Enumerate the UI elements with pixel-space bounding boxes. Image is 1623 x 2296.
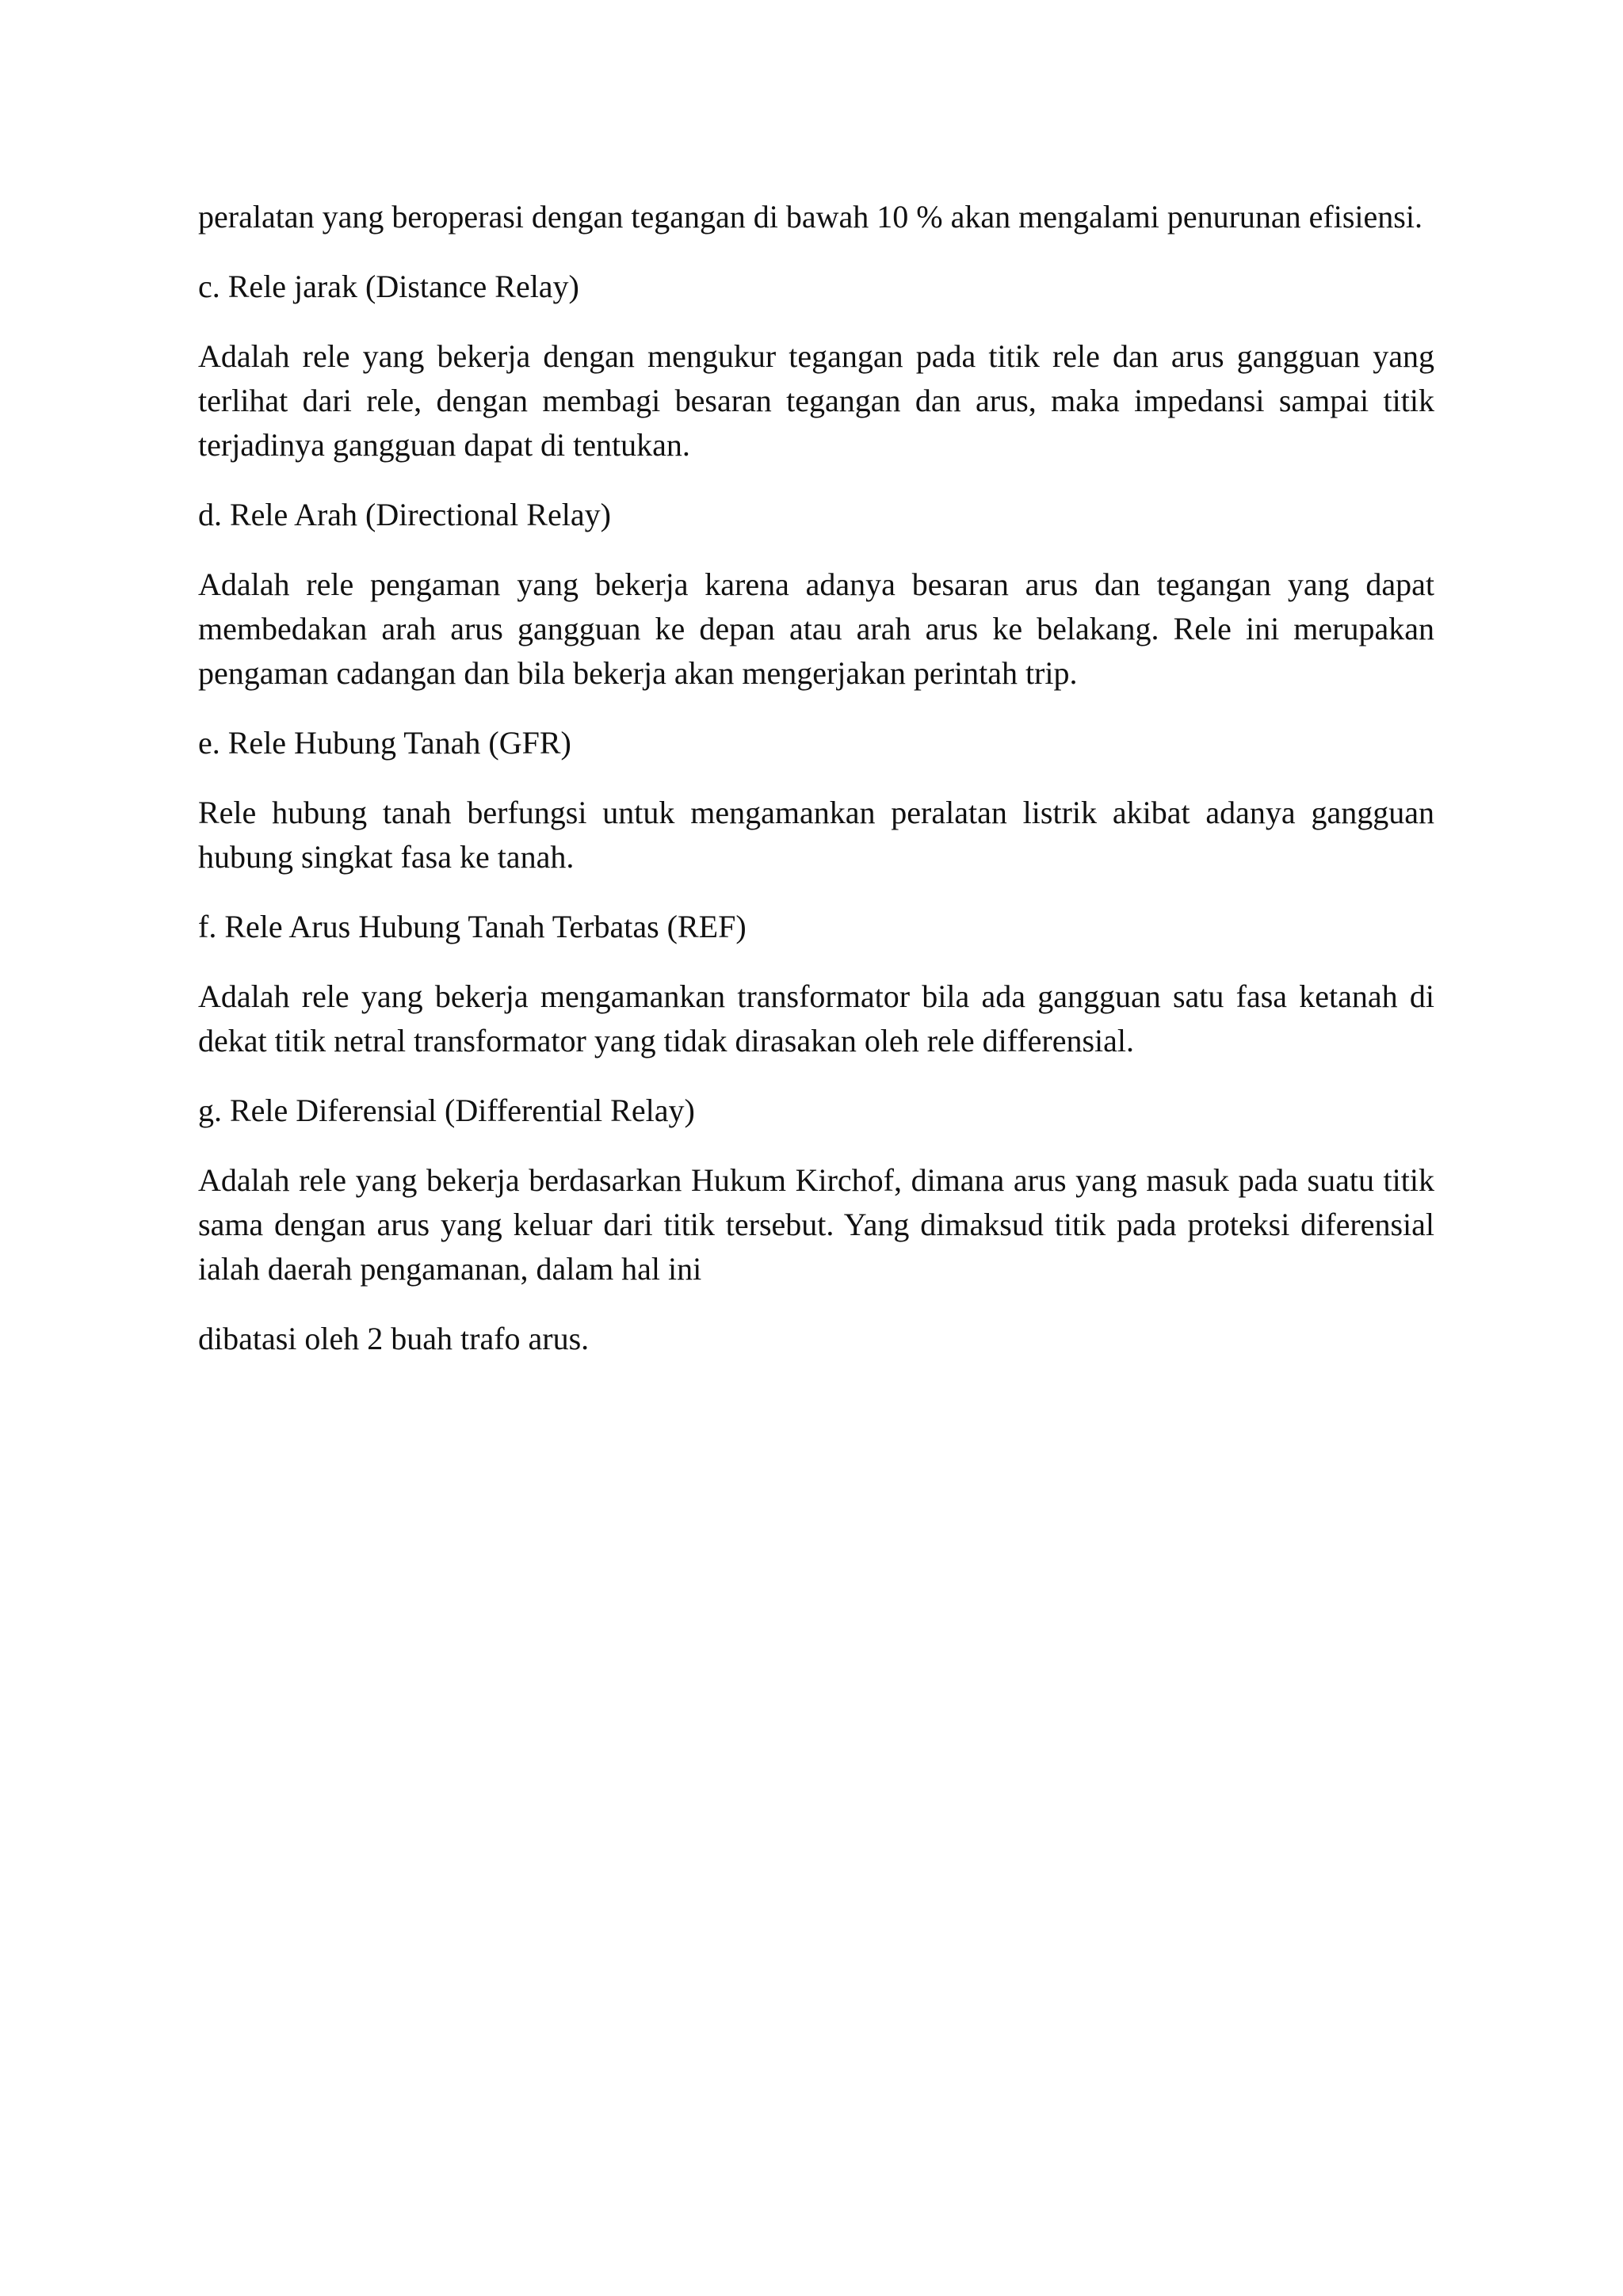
heading-restricted-earth-fault-relay: f. Rele Arus Hubung Tanah Terbatas (REF) — [198, 909, 747, 944]
paragraph-differential-relay: Adalah rele yang bekerja berdasarkan Hukum Kirchof, dimana arus yang masuk pada suatu titik sama dengan arus yang keluar dari titik tersebut. Yang dimaksud titik pada proteksi diferensial ialah daerah pengamanan, dalam hal ini — [198, 1162, 1434, 1287]
paragraph-intro-continuation: peralatan yang beroperasi dengan tegangan di bawah 10 % akan mengalami penurunan efisiensi. — [198, 199, 1423, 235]
paragraph-distance-relay: Adalah rele yang bekerja dengan mengukur tegangan pada titik rele dan arus gangguan yang terlihat dari rele, dengan membagi besaran tegangan dan arus, maka impedansi sampai titik terjadinya gangguan dapat di tentukan. — [198, 338, 1434, 463]
paragraph-differential-relay-continuation: dibatasi oleh 2 buah trafo arus. — [198, 1321, 590, 1356]
paragraph-ground-fault-relay: Rele hubung tanah berfungsi untuk mengamankan peralatan listrik akibat adanya gangguan hubung singkat fasa ke tanah. — [198, 795, 1434, 875]
heading-differential-relay: g. Rele Diferensial (Differential Relay) — [198, 1093, 695, 1128]
paragraph-directional-relay: Adalah rele pengaman yang bekerja karena adanya besaran arus dan tegangan yang dapat membedakan arah arus gangguan ke depan atau arah arus ke belakang. Rele ini merupakan pengaman cadangan dan bila bekerja akan mengerjakan perintah trip. — [198, 566, 1434, 691]
heading-distance-relay: c. Rele jarak (Distance Relay) — [198, 269, 579, 304]
heading-ground-fault-relay: e. Rele Hubung Tanah (GFR) — [198, 725, 571, 761]
paragraph-restricted-earth-fault-relay: Adalah rele yang bekerja mengamankan transformator bila ada gangguan satu fasa ketanah di dekat titik netral transformator yang tidak dirasakan oleh rele differensial. — [198, 978, 1434, 1058]
heading-directional-relay: d. Rele Arah (Directional Relay) — [198, 497, 611, 532]
page-body — [198, 195, 1434, 1361]
